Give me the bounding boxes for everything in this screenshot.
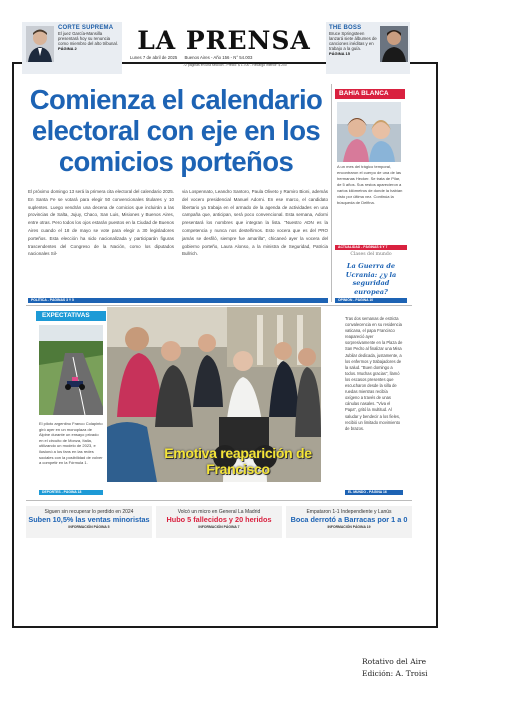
teaser-3-kicker: Empataron 1-1 Independiente y Lanús bbox=[306, 509, 392, 515]
teaser-1-kicker: Siguen sin recuperar lo perdido en 2024 bbox=[44, 509, 134, 515]
teaser-2-kicker: Volcó un micro en General La Madrid bbox=[177, 509, 261, 515]
bahia-blanca-tag: BAHIA BLANCA bbox=[335, 89, 405, 99]
main-story-col1: El próximo domingo 13 será la primera cita electoral del calendario 2025. En Santa Fe se votará para elegir 50 convencionales titulares y 10 suplentes. Luego vendrán una decena de comicios que incluirán a las provincias de Salta, Jujuy, Chaco, San Luis, Misiones y Buenos Aires, entre otras. Pero todos los ojos estarán puestos en la Ciudad de Buenos Aires cuando el 18 de mayo se vote para elegir a 30 legisladores porteños. Esta elección ha sido nacionalizada y participarán figuras trascendentes del Congreso de la Nación, como los diputados nacionales Sil- bbox=[28, 189, 174, 257]
opinion-title: La Guerra de Ucrania: ¿y la seguridad europea? bbox=[345, 262, 397, 296]
teaser-3-headline: Boca derrotó a Barracas por 1 a 0 bbox=[290, 515, 408, 524]
credit-line-1: Rotativo del Aire bbox=[362, 657, 427, 666]
bahia-blanca-photo bbox=[337, 102, 401, 162]
main-headline: Comienza el calendario electoral con eje en los comicios porteños bbox=[29, 84, 323, 177]
main-story-body bbox=[28, 188, 328, 258]
left-box-text: El juez García-Mansilla presentará hoy su renuncia como miembro del alto tribunal. bbox=[58, 31, 118, 46]
teaser-2-page: INFORMACIÓN PÁGINA 7 bbox=[198, 525, 240, 529]
main-story-col2: via Lospennato, Leandro Santoro, Paula Oliveto y Ramiro Bioni, además del vocero presidencial Manuel Adorni. En ese marco, el candidato libertario ya trabaja en el armado de la agenda de actividades en una campaña que, anticipan, será poco convencional. Esta semana, Adorni presentará los nombres que integran la lista. "Nuestro ADN es la competencia y nunca nos desteñimos. Esto vocera que es del PRO jamás se desfiló, siempre fue amarilla", chicaneó ayer la vocera del gobierno porteño, Laura Alonso, a la ministra de Seguridad, Patricia Bullrich. bbox=[182, 189, 328, 257]
right-box-page: PÁGINA 15 bbox=[329, 51, 350, 56]
masthead-price-line: 72 páginas en una sección - Precio: $ 1.700 - Recargo interior: $ 200 bbox=[183, 63, 287, 67]
mundo-section-tag: EL MUNDO - PÁGINA 16 bbox=[345, 490, 403, 495]
pope-photo-caption: Emotiva reaparición de Francisco bbox=[164, 445, 312, 477]
expectativas-tag: EXPECTATIVAS bbox=[36, 311, 106, 321]
right-box-text: Bruce Springsteen lanzará siete álbumes de canciones inéditas y en trabajo a la guía. bbox=[329, 31, 377, 51]
credit-line-2: Edición: A. Troisi bbox=[362, 669, 428, 678]
expectativas-text: El piloto argentino Franco Colapinto giró ayer en un monoplaza de Alpine durante un ensayo privado en el circuito de Monza, Italia, utilizando un modelo de 2023, e ilusionó a los fans en las redes sociales con la posibilidad de volver a competir en la Fórmula 1. bbox=[39, 421, 103, 466]
opinion-kicker: Clases del mundo bbox=[350, 252, 392, 257]
masthead-date: Lunes 7 de abril de 2025 bbox=[130, 55, 178, 60]
teaser-2-headline: Hubo 5 fallecidos y 20 heridos bbox=[166, 515, 272, 524]
bahia-blanca-text: A un mes del trágico temporal, encontraron el cuerpo de una de las hermanas Hecker. Se trata de Pilar, de 5 años. Sus restos aparecieron a varios kilómetros de donde la habían visto por última vez. Continúa la búsqueda de Delfina. bbox=[337, 164, 403, 205]
colapinto-photo bbox=[39, 325, 103, 415]
masthead-location: Buenos Aires - Año 156 - N° 54.003 bbox=[184, 55, 253, 60]
bottom-divider bbox=[26, 500, 412, 501]
corte-suprema-box bbox=[22, 22, 122, 74]
deportes-section-tag: DEPORTES - PÁGINA 18 bbox=[39, 490, 103, 495]
teaser-1-page: INFORMACIÓN PÁGINA 5 bbox=[68, 525, 110, 529]
section-divider bbox=[26, 305, 412, 306]
pope-story-text: Tras dos semanas de estricta convalecencia en su residencia vaticana, el papa Francisco reapareció ayer sorpresivamente en la Plaza de San Pedro al finalizar una Misa Jubilar dedicada, justamente, a los enfermos y trabajadores de la salud. "Buen domingo a todos. Muchas gracias", llamó los escasos presentes que escucharon desde la silla de ruedas mientras recibía oxígeno a través de unas cánulas nasales. "Viva el Papa", gritó la multitud. Al saludar y bendecir a los fieles, recibió un limitado movimiento de brazos. bbox=[345, 316, 403, 431]
newspaper-title: LA PRENSA bbox=[137, 26, 311, 55]
actualidad-section-tag: ACTUALIDAD - PÁGINAS 6 Y 7 bbox=[335, 245, 407, 250]
right-box-title: THE BOSS bbox=[329, 25, 362, 31]
teaser-1-headline: Suben 10,5% las ventas minoristas bbox=[28, 515, 150, 524]
judge-photo bbox=[26, 26, 54, 62]
opinion-section-tag: OPINIÓN - PÁGINA 10 bbox=[335, 298, 407, 303]
springsteen-photo bbox=[380, 26, 408, 62]
politics-section-tag: POLÍTICA - PÁGINAS 3 Y 5 bbox=[28, 298, 328, 303]
bottom-teaser-3 bbox=[286, 506, 412, 538]
masthead-date-line bbox=[130, 55, 318, 60]
teaser-3-page: INFORMACIÓN PÁGINA 19 bbox=[327, 525, 371, 529]
bottom-teaser-1 bbox=[26, 506, 152, 538]
bottom-teaser-2 bbox=[156, 506, 282, 538]
the-boss-box bbox=[326, 22, 410, 74]
left-box-title: CORTE SUPREMA bbox=[58, 25, 114, 31]
left-box-page: PÁGINA 2 bbox=[58, 46, 77, 51]
column-divider bbox=[331, 84, 332, 302]
